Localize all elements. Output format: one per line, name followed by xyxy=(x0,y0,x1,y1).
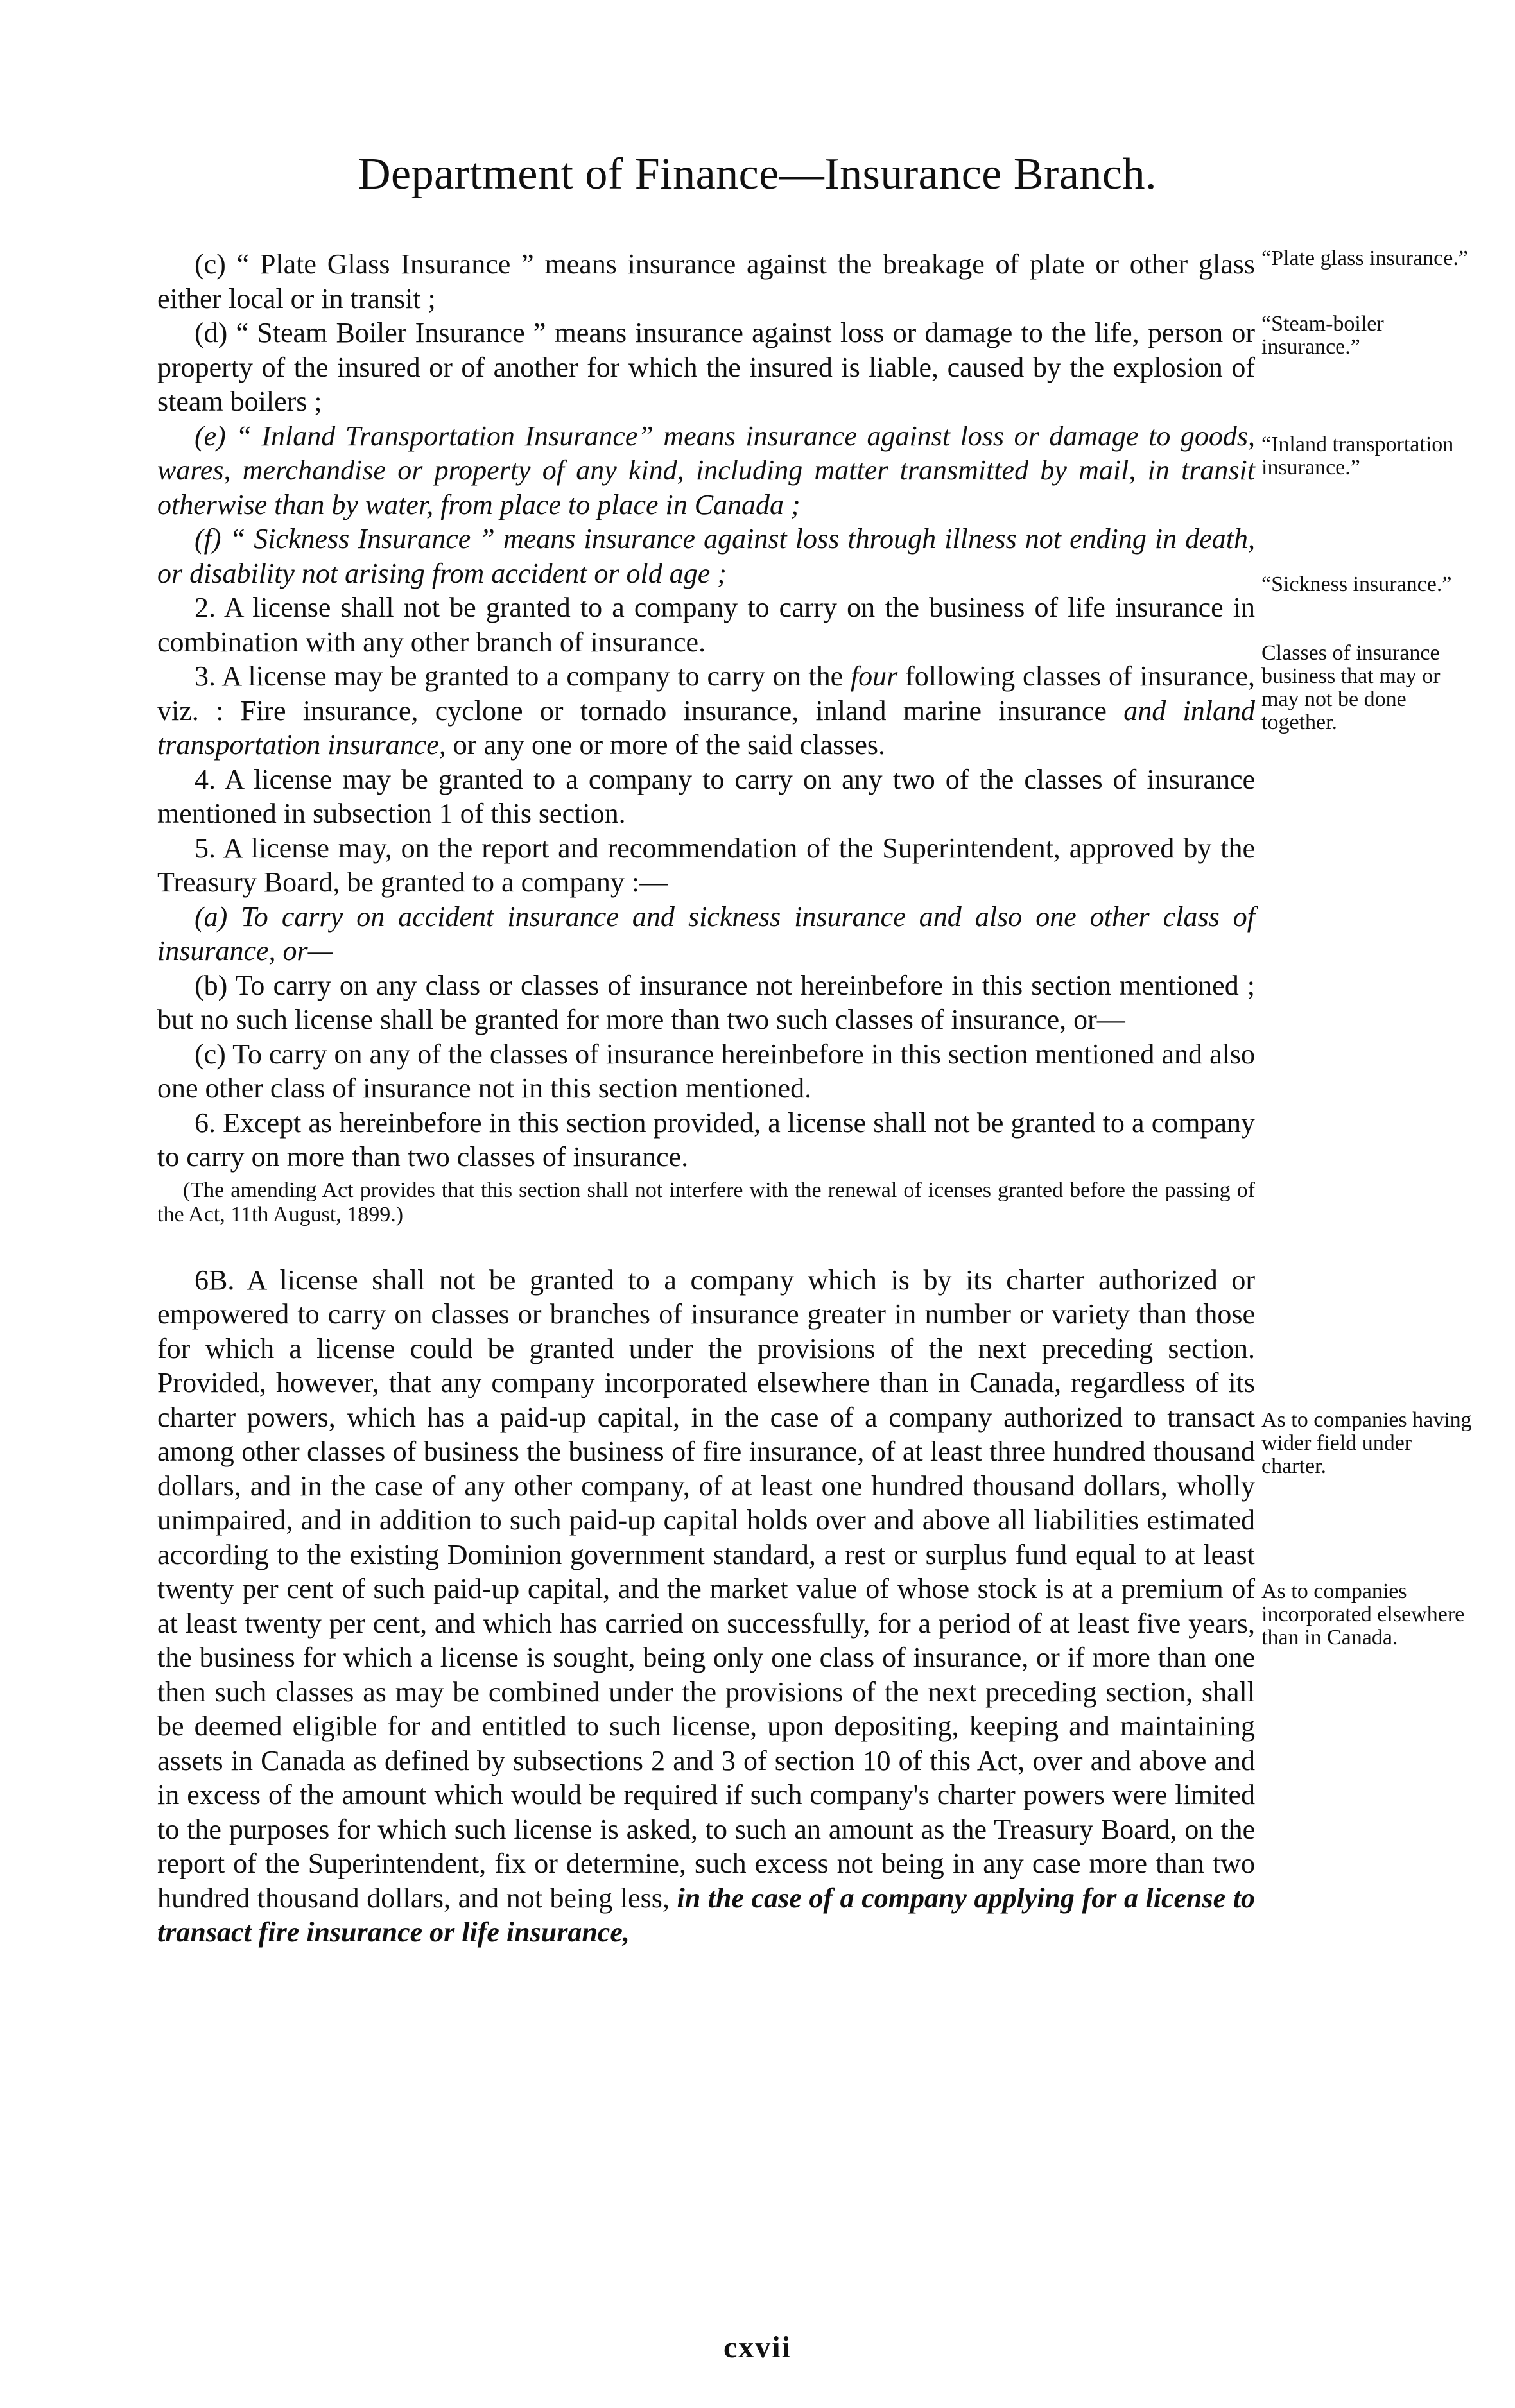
section-3-text-a: 3. A license may be granted to a company to carry on the xyxy=(195,660,851,692)
paragraph-5c: (c) To carry on any of the classes of insurance hereinbefore in this section mentioned and also one other class of insurance not in this section mentioned. xyxy=(157,1038,1255,1104)
section-3-italic-four: four xyxy=(850,660,898,692)
section-gap xyxy=(157,1227,1255,1263)
section-3-italic-inland: and inland transportation insurance, xyxy=(157,694,1255,761)
margin-note-incorporated-elsewhere: As to companies incorporated elsewhere than in Canada. xyxy=(1261,1579,1465,1649)
paragraph-section-4: 4. A license may be granted to a company to carry on any two of the classes of insurance mentioned in subsection 1 of this section. xyxy=(157,763,1255,829)
section-6b-text: 6B. A license shall not be granted to a company which is by its charter authorized or empowered to carry on classes or branches of insurance greater in number or variety than those for which a license could be granted under the provisions of the next preceding section. Provided, however, that any company incorporated elsewhere than in Canada, regardless of its charter powers, which has a paid-up capital, in the case of a company authorized to transact among other classes of business the business of fire insurance, of at least three hundred thousand dollars, and in the case of any other company, of at least one hundred thousand dollars, wholly unimpaired, and in addition to such paid-up capital holds over and above all liabilities estimated according to the existing Dominion government standard, a rest or surplus fund equal to at least twenty per cent of such paid-up capital, and the market value of whose stock is at a premium of at least twenty per cent, and which has carried on successfully, for a period of at least five years, the business for which a license is sought, being only one class of insurance, or if more than one then such classes as may be combined under the provisions of the next preceding section, shall be deemed eligible for and entitled to such license, upon depositing, keeping and maintaining assets in Canada as defined by subsections 2 and 3 of section 10 of this Act, over and above and in excess of the amount which would be required if such company's charter powers were limited to the purposes for which such license is asked, to such an amount as the Treasury Board, on the report of the Superintendent, fix or determine, such excess not being in any case more than two hundred thousand dollars, and not being less, xyxy=(157,1264,1255,1914)
margin-note-wider-field: As to companies having wider field under charter. xyxy=(1261,1408,1472,1478)
paragraph-inland-transportation: (e) “ Inland Transportation Insurance” means insurance against loss or damage to goods, wares, merchandise or property of any kind, including matter transmitted by mail, in transit otherwise than by water, from place to place in Canada ; xyxy=(157,420,1255,520)
paragraph-5b: (b) To carry on any class or classes of insurance not hereinbefore in this section mentioned ; but no such license shall be granted for more than two such classes of insurance, or— xyxy=(157,969,1255,1035)
margin-note-classes: Classes of insurance business that may or may not be done together. xyxy=(1261,641,1441,734)
paragraph-sickness: (f) “ Sickness Insurance ” means insurance against loss through illness not ending in death, or disability not arising from accident or old age ; xyxy=(157,523,1255,589)
main-text xyxy=(157,247,1255,1950)
paragraph-section-2: 2. A license shall not be granted to a company to carry on the business of life insurance in combination with any other branch of insurance. xyxy=(157,592,1255,658)
margin-note-inland-transportation: “Inland transportation insurance.” xyxy=(1261,433,1454,479)
section-3-text-b: following classes of insurance, viz. : Fire insurance, cyclone or tornado insurance, inland marine insurance xyxy=(157,660,1255,727)
margin-note-plate-glass: “Plate glass insurance.” xyxy=(1261,246,1468,270)
paragraph-steam-boiler: (d) “ Steam Boiler Insurance ” means insurance against loss or damage to the life, person or property of the insured or of another for which the insured is liable, caused by the explosion of steam boilers ; xyxy=(157,317,1255,417)
paragraph-plate-glass: (c) “ Plate Glass Insurance ” means insurance against the breakage of plate or other glass either local or in transit ; xyxy=(157,248,1255,314)
margin-note-sickness: “Sickness insurance.” xyxy=(1261,572,1452,596)
page-title: Department of Finance—Insurance Branch. xyxy=(358,150,1157,199)
margin-note-steam-boiler: “Steam-boiler insurance.” xyxy=(1261,312,1384,359)
section-3-text-c: or any one or more of the said classes. xyxy=(446,729,886,761)
paragraph-5a: (a) To carry on accident insurance and sickness insurance and also one other class of insurance, or— xyxy=(157,900,1255,967)
page-number: cxvii xyxy=(723,2330,792,2364)
paragraph-section-6: 6. Except as hereinbefore in this section provided, a license shall not be granted to a company to carry on more than two classes of insurance. xyxy=(157,1106,1255,1173)
paragraph-section-5: 5. A license may, on the report and recommendation of the Superintendent, approved by the Treasury Board, be granted to a company :— xyxy=(157,832,1255,898)
paragraph-section-6b xyxy=(157,1263,1255,1950)
amending-act-note: (The amending Act provides that this section shall not interfere with the renewal of icenses granted before the passing of the Act, 11th August, 1899.) xyxy=(157,1178,1255,1226)
section-6b-italic: in the case of a company applying for a license to transact fire insurance or life insurance, xyxy=(157,1882,1256,1948)
paragraph-section-3 xyxy=(157,659,1255,762)
